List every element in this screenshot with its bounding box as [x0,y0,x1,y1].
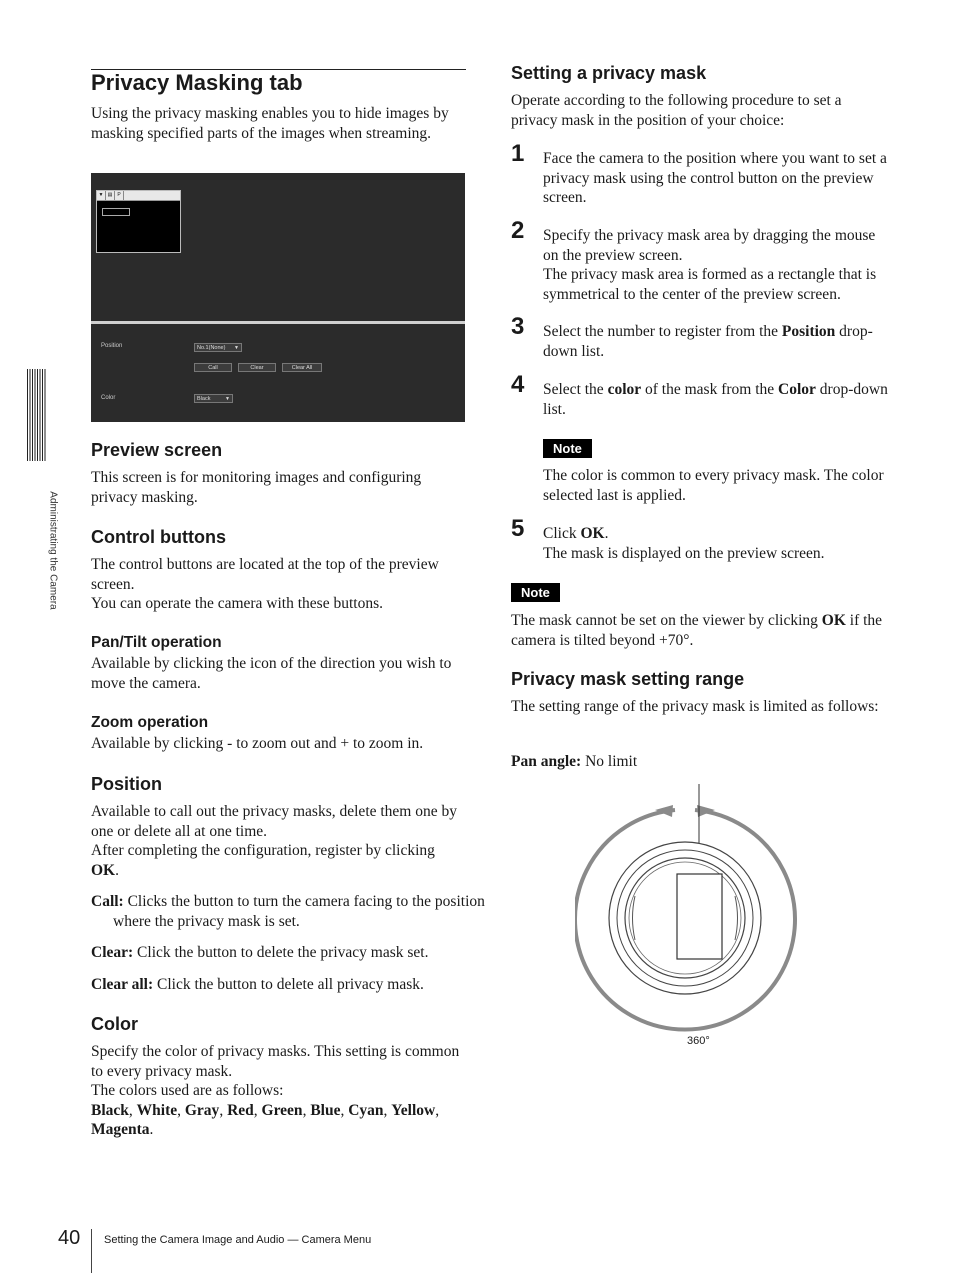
clearall-definition [91,975,488,995]
step-4-text [543,380,888,419]
call-desc: Clicks the button to turn the camera facing to the position where the privacy mask is set. [113,893,485,930]
step-4-bold: color [607,381,642,398]
page-number: 40 [58,1227,81,1249]
range-text: The setting range of the privacy mask is limited as follows: [511,698,879,715]
intro-text: Using the privacy masking enables you to hide images by masking specified parts of the images when streaming. [91,105,449,142]
position-ok: OK [91,861,116,879]
step-3-post: drop-down list. [543,323,873,360]
color-select-value: Black [197,396,211,402]
step-number: 1 [511,140,525,167]
color-item: Green [261,1101,303,1119]
color-label: Color [101,395,116,401]
arrow-head-left [655,805,673,817]
step-3-pre: Select the number to register from the [543,323,782,340]
position-select-value: No.1(None) [197,345,226,351]
pantilt-text: Available by clicking the icon of the direction you wish to move the camera. [91,655,452,692]
step-4-mid: of the mask from the [641,381,779,398]
step-5-text [543,524,888,563]
step-4-bold2: Color [778,381,816,398]
color-text-1: Specify the color of privacy masks. This setting is common to every privacy mask. [91,1043,460,1080]
color-item: Yellow [391,1101,436,1119]
step-number: 5 [511,515,525,542]
clearall-term: Clear all: [91,976,154,993]
step-1-text: Face the camera to the position where you want to set a privacy mask using the control button on the preview screen. [543,150,887,206]
setting-heading: Setting a privacy mask [511,63,707,83]
clear-term: Clear: [91,944,134,961]
color-item: Magenta [91,1121,150,1138]
zoom-text: Available by clicking - to zoom out and + to zoom in. [91,735,424,752]
toolbar-btn-1: ▼ [97,191,106,200]
note-2-bold: OK [821,612,846,629]
camera-body [677,874,722,959]
preview-text: This screen is for monitoring images and configuring privacy masking. [91,469,422,506]
arrow-head-right [697,805,715,817]
step-2-text [543,226,888,304]
step-4-post: drop-down list. [543,381,888,418]
degree-label: 360° [687,1035,710,1047]
step-2-line-1: Specify the privacy mask area by dragging the mouse on the preview screen. [543,227,876,264]
chevron-down-icon: ▼ [225,396,230,402]
clearall-desc: Click the button to delete all privacy mask. [153,976,424,993]
call-term: Call: [91,893,124,910]
footer-divider [91,1229,92,1273]
note-2-text [511,611,891,650]
preview-window [96,190,181,253]
page-title: Privacy Masking tab [91,70,303,95]
step-5-pre: Click [543,525,581,542]
range-heading: Privacy mask setting range [511,669,745,689]
note-2-post: if the camera is tilted beyond +70°. [511,612,883,649]
position-label: Position [101,343,123,349]
position-select [194,343,242,352]
color-item: Gray [184,1101,220,1119]
clear-button: Clear [238,363,276,372]
pantilt-heading: Pan/Tilt operation [91,634,222,651]
toolbar-btn-3: P [115,191,124,200]
pan-term: Pan angle: [511,753,582,770]
color-item: Red [227,1101,254,1119]
note-badge [543,439,592,458]
step-4-pre: Select the [543,381,608,398]
preview-toolbar [97,191,180,201]
call-button: Call [194,363,232,372]
color-item: Blue [310,1101,341,1119]
pan-angle [511,752,891,772]
color-select [194,394,233,403]
screenshot-separator [91,321,465,324]
pan-range-diagram [575,776,825,1036]
position-heading: Position [91,774,162,794]
clear-definition [91,943,488,963]
privacy-masking-screenshot [91,173,465,422]
note-2-pre: The mask cannot be set on the viewer by clicking [511,612,822,629]
position-text-1: Available to call out the privacy masks, delete them one by one or delete all at one time. [91,803,457,840]
color-item: Black [91,1101,129,1119]
control-text-1: The control buttons are located at the top of the preview screen. [91,556,439,593]
step-5-bold: OK [580,525,605,542]
position-period: . [115,861,119,879]
position-text [91,802,466,880]
color-item: Cyan [348,1101,384,1119]
clear-desc: Click the button to delete the privacy mask set. [133,944,429,961]
clear-all-button: Clear All [282,363,322,372]
color-text-2: The colors used are as follows: [91,1082,284,1099]
color-text [91,1042,466,1140]
step-number: 4 [511,371,525,398]
color-item: White [136,1101,178,1119]
step-3-text [543,322,888,361]
color-heading: Color [91,1014,138,1034]
setting-intro: Operate according to the following procedure to set a privacy mask in the position of your choice: [511,92,842,129]
position-text-2: After completing the configuration, register by clicking [91,842,435,859]
zoom-heading: Zoom operation [91,714,209,731]
preview-heading: Preview screen [91,440,223,460]
pan-value: No limit [581,753,638,770]
step-5-line-2: The mask is displayed on the preview screen. [543,544,825,562]
side-tab-label: Administrating the Camera [47,491,59,610]
control-heading: Control buttons [91,527,226,547]
step-5-post: . [604,525,609,542]
note-label: Note [511,583,560,602]
side-tab-pattern [27,369,46,461]
note-1-text: The color is common to every privacy mask. The color selected last is applied. [543,467,884,504]
step-2-line-2: The privacy mask area is formed as a rectangle that is symmetrical to the center of the preview screen. [543,266,877,303]
step-3-bold: Position [781,323,836,340]
control-text [91,555,466,614]
toolbar-btn-2: ▤ [106,191,115,200]
note-label: Note [543,439,592,458]
color-list: Black, White, Gray, Red, Green, Blue, Cyan, Yellow, Magenta. [91,1101,440,1138]
note-badge [511,583,560,602]
footer-text: Setting the Camera Image and Audio — Camera Menu [104,1234,372,1246]
step-number: 3 [511,313,525,340]
control-text-2: You can operate the camera with these buttons. [91,595,383,612]
zoom-control-icon [102,208,130,216]
chevron-down-icon: ▼ [234,345,239,351]
step-number: 2 [511,217,525,244]
call-definition [91,892,488,931]
